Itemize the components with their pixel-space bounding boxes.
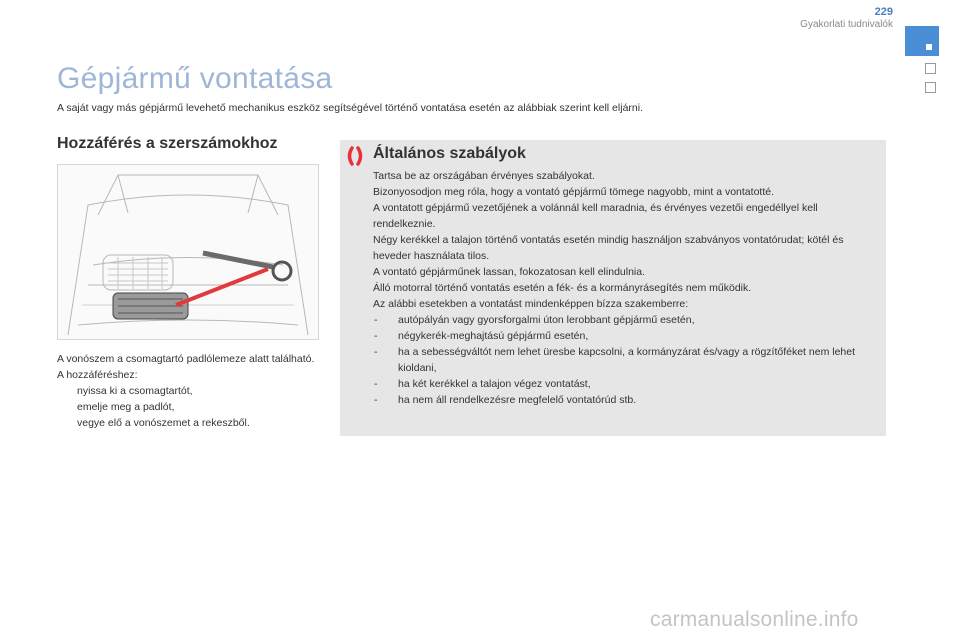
intro-text: A saját vagy más gépjármű levehető mechanikus eszköz segítségével történő vontatása esetén az alábbiak szerint kell eljárni. [57,102,643,114]
trunk-illustration [57,164,319,340]
section-label: Gyakorlati tudnivalók [800,19,893,30]
step-item: vegye elő a vonószemet a rekeszből. [77,417,250,429]
rule-line: A vontatott gépjármű vezetőjének a volánnál kell maradnia, és érvényes vezetői engedéllyel kell rendelkeznie. [373,202,818,230]
rule-line: Négy kerékkel a talajon történő vontatás esetén mindig használjon szabványos vontatórudat; kötél és heveder használata tilos. [373,234,844,262]
general-rules-text [373,168,878,408]
dash-marker: - [374,346,378,358]
tools-text [57,351,322,431]
tools-access-text: A hozzáféréshez: [57,369,138,381]
rule-line: Az alábbi esetekben a vontatást mindenképpen bízza szakemberre: [373,298,689,310]
chapter-box-2[interactable] [925,82,936,93]
case-item: - ha a sebességváltót nem lehet üresbe kapcsolni, a kormányzárat és/vagy a rögzítőféket nem lehet kioldani, [374,346,856,374]
chapter-tab-marker [926,44,932,50]
dash-marker: - [374,378,378,390]
dash-marker: - [374,330,378,342]
tools-location-text: A vonószem a csomagtartó padlólemeze alatt található. [57,353,315,365]
warning-icon [347,146,363,166]
case-item: - ha két kerékkel a talajon végez vontatást, [374,378,591,390]
case-item: - négykerék-meghajtású gépjármű esetén, [374,330,589,342]
dash-marker: - [374,314,378,326]
chapter-tab[interactable] [905,26,939,56]
tools-heading: Hozzáférés a szerszámokhoz [57,135,278,152]
watermark-link[interactable]: carmanualsonline.info [650,608,859,631]
rule-line: Tartsa be az országában érvényes szabályokat. [373,170,595,182]
trunk-drawing [58,165,318,339]
rule-line: Bizonyosodjon meg róla, hogy a vontató gépjármű tömege nagyobb, mint a vontatotté. [373,186,774,198]
rule-line: Álló motorral történő vontatás esetén a fék- és a kormányrásegítés nem működik. [373,282,752,294]
page-number: 229 [874,6,893,18]
step-item: nyissa ki a csomagtartót, [77,385,193,397]
general-rules-heading: Általános szabályok [373,145,526,162]
case-item: - autópályán vagy gyorsforgalmi úton lerobbant gépjármű esetén, [374,314,695,326]
step-item: emelje meg a padlót, [77,401,175,413]
page-title: Gépjármű vontatása [57,62,333,95]
case-item: - ha nem áll rendelkezésre megfelelő vontatórúd stb. [374,394,637,406]
dash-marker: - [374,394,378,406]
rule-line: A vontató gépjárműnek lassan, fokozatosan kell elindulnia. [373,266,646,278]
chapter-box-1[interactable] [925,63,936,74]
